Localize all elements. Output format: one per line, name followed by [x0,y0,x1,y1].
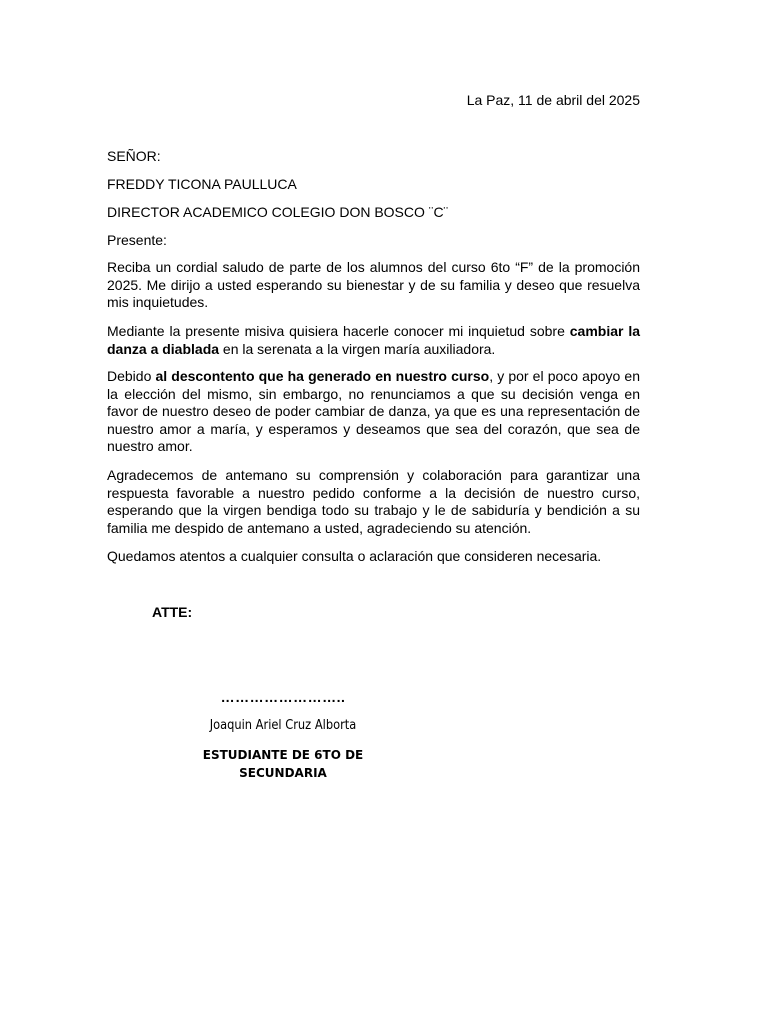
paragraph-request-text-2: en la serenata a la virgen maría auxiliadora. [219,340,496,357]
paragraph-request-text-1: Mediante la presente misiva quisiera hacerle conocer mi inquietud sobre [107,323,570,339]
signer-role-line-2: SECUNDARIA [239,766,327,780]
paragraph-request [107,323,640,358]
paragraph-closing: Quedamos atentos a cualquier consulta o aclaración que consideren necesaria. [107,548,602,564]
presente-label: Presente: [107,232,167,248]
paragraph-thanks: Agradecemos de antemano su comprensión y colaboración para garantizar una respuesta favorable a nuestro pedido conforme a la decisión de nuestro curso, esperando que la virgen bendiga todo su trabajo y le de sabiduría y bendición a su familia me despido de antemano a usted, agradeciendo su atención. [107,467,640,536]
paragraph-request-bold: cambiar la danza a diablada [107,323,640,357]
recipient-title: DIRECTOR ACADEMICO COLEGIO DON BOSCO ¨C¨ [107,204,449,220]
signer-role-line-1: ESTUDIANTE DE 6TO DE [202,748,364,762]
paragraph-reason-text-2: , y por el poco apoyo en la elección del mismo, sin embargo, no renunciamos a que su decisión venga en favor de nuestro deseo de poder cambiar de danza, ya que es una representación de nuestro amor a maría, y esperamos y deseamos que sea del corazón, que sea de nuestro amor. [107,368,640,455]
recipient-name: FREDDY TICONA PAULLUCA [107,176,297,192]
signature-line: …………………….. [220,689,346,705]
paragraph-reason-bold: al descontento que ha generado en nuestro curso [155,368,490,384]
paragraph-greeting: Reciba un cordial saludo de parte de los alumnos del curso 6to “F” de la promoción 2025. Me dirijo a usted esperando su bienestar y de su familia y deseo que resuelva mis inquietudes. [107,259,640,311]
letter-page [107,0,640,1024]
salutation: SEÑOR: [107,148,161,164]
paragraph-reason-text-1: Debido [107,368,156,384]
closing-atte: ATTE: [152,604,193,620]
signer-name: Joaquin Ariel Cruz Alborta [209,718,357,733]
letter-date: La Paz, 11 de abril del 2025 [466,92,640,108]
signer-role [183,746,383,782]
paragraph-reason [107,368,640,456]
